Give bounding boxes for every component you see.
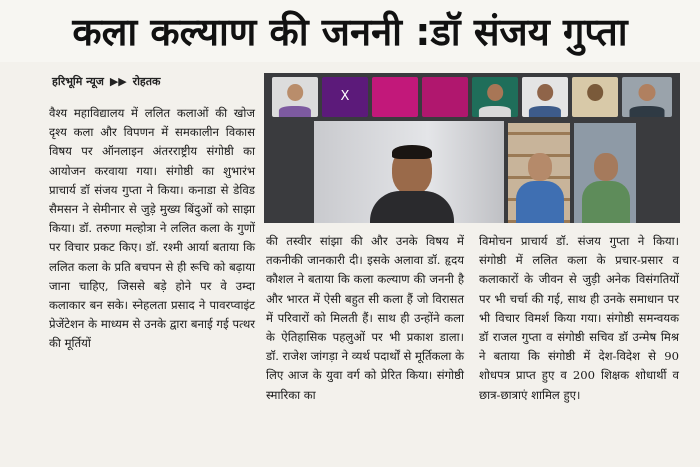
article-column-3: विमोचन प्राचार्य डॉ. संजय गुप्ता ने किया। संगोष्ठी में ललित कला के प्रचार-प्रसार व कलाकारों के जीवन से जुड़ी अनेक विसंगतियों पर भी चर्चा की गई, साथ ही उनके समाधान पर भी विचार विमर्श किया गया। संगोष्ठी समन्वयक डॉ राजल गुप्ता व संगोष्ठी सचिव डॉ उन्मेष मिश्र ने बताया कि संगोष्ठी में देश-विदेश से 90 शोधपत्र प्राप्त हुए व 200 शिक्षक शोधार्थी व छात्र-छात्राएं शामिल हुए। — [479, 234, 679, 402]
participant-head — [594, 153, 618, 181]
participant-tile-right — [574, 123, 636, 223]
participant-tile — [522, 77, 568, 117]
participant-body — [279, 106, 311, 117]
byline-place: रोहतक — [132, 75, 161, 88]
participant-tile — [422, 77, 468, 117]
participant-head — [528, 153, 552, 181]
participant-tile — [472, 77, 518, 117]
video-conference-photo — [264, 73, 680, 223]
participant-initial: X — [340, 89, 350, 104]
byline-source: हरिभूमि न्यूज — [52, 75, 104, 88]
participant-body — [479, 106, 511, 117]
participant-head — [537, 84, 553, 101]
byline-arrow-icon: ▶▶ — [109, 75, 127, 88]
participant-tile-bookshelf — [508, 123, 570, 223]
participant-tile — [372, 77, 418, 117]
participant-tile — [572, 77, 618, 117]
article-column-2: की तस्वीर सांझा की और उनके विषय में तकनीकी जानकारी दी। इसके अलावा डॉ. हृदय कौशल ने बताया कि कला कल्याण की जननी है और भारत में ऐसी बहुत सी कला हैं जो विरासत में परिवारों को मिलती हैं। साथ ही उन्होंने कला के ऐतिहासिक पहलुओं पर भी प्रकाश डाला। डॉ. राजेश जांगड़ा ने व्यर्थ पदार्थों से मूर्तिकला के लिए आज के युवा वर्ग को प्रेरित किया। संगोष्ठी स्मारिका का — [266, 234, 464, 402]
participant-head — [587, 84, 603, 101]
headline: कला कल्याण की जननी :डॉ संजय गुप्ता — [0, 0, 700, 62]
participant-body — [516, 181, 564, 223]
participant-tile — [272, 77, 318, 117]
participant-body — [630, 106, 665, 117]
participant-head — [487, 84, 503, 101]
participant-head — [639, 84, 656, 101]
participant-tile — [322, 77, 368, 117]
speaker-hair — [392, 145, 432, 159]
speaker-body — [370, 191, 454, 223]
byline — [52, 74, 262, 90]
article-column-1: वैश्य महाविद्यालय में ललित कलाओं की खोज दृश्य कला और विपणन में समकालीन विकास विषय पर ऑनलाइन अंतरराष्ट्रीय संगोष्ठी का आयोजन करवाया गया। संगोष्ठी का शुभारंभ प्राचार्य डॉ संजय गुप्ता ने किया। कनाडा से डेविड सैमसन ने सेमीनार से जुड़े मुख्य बिंदुओं को साझा किया। डॉ. तरुणा मल्होत्रा ने ललित कला के गुणों पर विचार प्रकट किए। डॉ. रश्मी आर्या बताया कि ललित कला के प्रति बचपन से ही रूचि को बढ़ाया जाना चाहिए, जिससे बड़े होने पर वे उम्दा कलाकार बन सके। स्नेहलता प्रसाद ने पावरप्वाइंट प्रेजेंटेशन के माध्यम से उनके द्वारा बनाई गई पत्थर की मूर्तियों — [49, 106, 255, 351]
participant-body — [529, 106, 561, 117]
participant-body — [582, 181, 630, 223]
main-speaker-tile — [314, 121, 504, 223]
participant-tile — [622, 77, 672, 117]
participant-head — [287, 84, 303, 101]
